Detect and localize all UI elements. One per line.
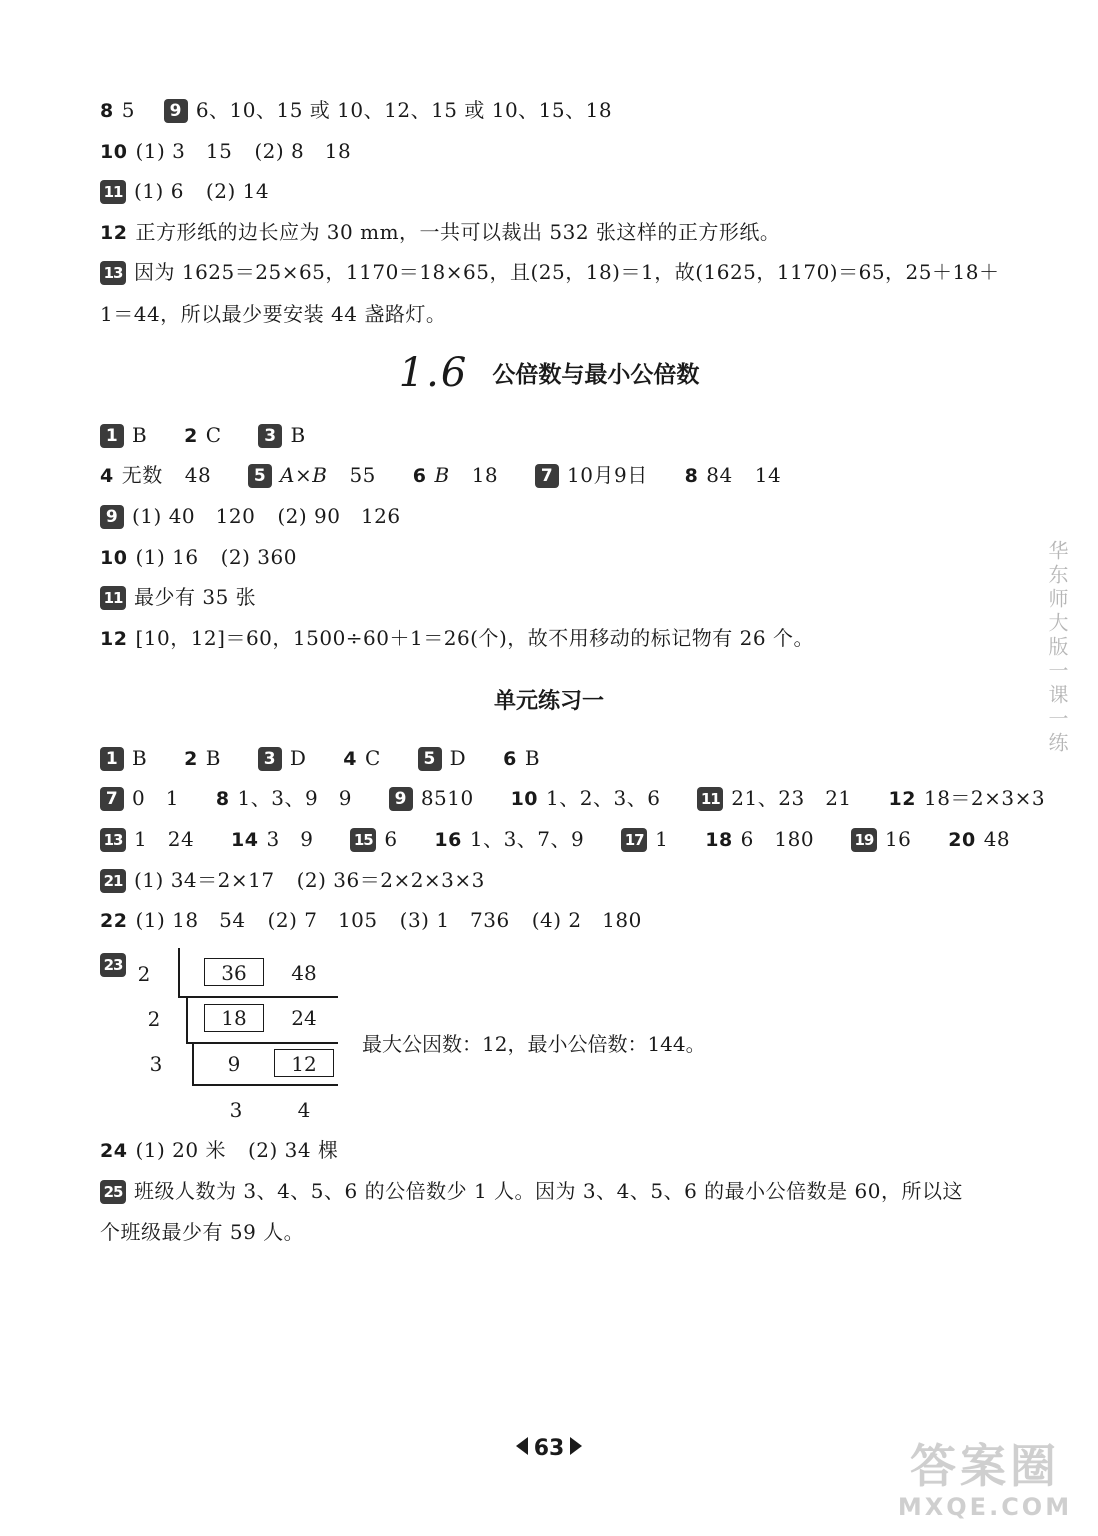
question-number-badge: 3 (258, 424, 282, 448)
question-number: 18 (705, 829, 733, 851)
question-number-badge: 11 (100, 180, 126, 204)
answer-text: D (289, 746, 307, 770)
question-number: 4 (343, 748, 357, 770)
question-number-badge: 11 (697, 787, 723, 811)
question-number-badge: 13 (100, 828, 126, 852)
question-number: 6 (412, 465, 427, 487)
question-number-badge: 21 (100, 869, 126, 893)
page-number-text: 63 (533, 1436, 565, 1461)
answer-text: 最少有 35 张 (134, 585, 257, 609)
s16-line-1 (100, 421, 306, 450)
question-number: 10 (510, 788, 539, 810)
s16-line-4 (100, 543, 297, 572)
quotient: 12 (291, 1052, 317, 1076)
unit-line-4 (100, 866, 485, 894)
answer-text: 无数 (121, 463, 163, 487)
answer-text: 1、2、3、6 (546, 786, 661, 810)
answer-text: B (205, 746, 221, 770)
question-number-badge: 9 (389, 787, 413, 811)
answer-text: 正方形纸的边长应为 30 mm，一共可以裁出 532 张这样的正方形纸。 (135, 220, 781, 244)
answer-text: 1、3、7、9 (469, 827, 585, 851)
answer-text: B (434, 463, 450, 487)
answer-text: 48 (983, 827, 1011, 851)
division-ladder-diagram (100, 948, 720, 1128)
question-number: 10 (100, 547, 128, 569)
answer-text: 6、10、15 或 10、12、15 或 10、15、18 (195, 98, 613, 122)
question-number: 2 (184, 425, 198, 447)
divisor: 2 (137, 962, 151, 986)
answer-text: 18＝2×3×3 (923, 786, 1046, 810)
answer-line-11 (100, 177, 269, 205)
question-number-badge: 9 (100, 505, 124, 529)
answer-text: (2) 360 (220, 545, 297, 569)
answer-text: 1＝44，所以最少要安装 44 盏路灯。 (100, 302, 447, 326)
answer-text: [10，12]＝60，1500÷60＋1＝26(个)，故不用移动的标记物有 26 个。 (135, 626, 814, 650)
answer-text: 1 24 (134, 827, 195, 851)
triangle-left-icon (516, 1437, 528, 1455)
watermark-title: 答案圈 (910, 1439, 1060, 1493)
answer-text: C (205, 423, 222, 447)
question-number: 4 (100, 465, 114, 487)
question-number-badge: 25 (100, 1180, 126, 1204)
answer-text: (1) 18 54 (135, 908, 246, 932)
unit-line-24 (100, 1136, 338, 1165)
ladder-vertical-line (192, 1042, 194, 1086)
question-number-badge: 9 (164, 99, 188, 123)
s16-line-5 (100, 583, 256, 611)
answer-text: (1) 3 15 (135, 139, 233, 163)
answer-text: 6 180 (740, 827, 815, 851)
s16-line-3 (100, 502, 401, 530)
question-number: 8 (684, 465, 699, 487)
answer-line-13 (100, 258, 999, 286)
answer-line-10 (100, 137, 351, 166)
quotient: 24 (291, 1006, 317, 1030)
unit-line-3 (100, 825, 1010, 854)
question-number-badge: 7 (535, 464, 559, 488)
answer-text: 48 (184, 463, 212, 487)
answer-text: (1) 34＝2×17 (134, 868, 275, 892)
answer-text: D (449, 746, 467, 770)
quotient: 18 (221, 1006, 247, 1030)
side-book-label: 华东师大版一课一练 (1045, 540, 1069, 756)
quotient: 9 (227, 1052, 241, 1076)
answer-line-8-9 (100, 96, 612, 125)
answer-line-13-cont (100, 300, 446, 328)
divisor: 3 (149, 1052, 163, 1076)
answer-text: 因为 1625＝25×65，1170＝18×65，且(25，18)＝1，故(1625，1170)＝65，25＋18＋ (134, 260, 1000, 284)
question-number-badge: 3 (258, 747, 282, 771)
watermark-logo (880, 1440, 1090, 1530)
answer-text: 6 (384, 827, 398, 851)
ladder-horizontal-line (178, 996, 338, 998)
answer-text: 10月9日 (567, 463, 648, 487)
question-number: 8 (100, 100, 114, 122)
question-number-badge: 5 (418, 747, 442, 771)
question-number: 2 (184, 748, 198, 770)
answer-text: B (524, 746, 541, 770)
unit-line-2 (100, 784, 1045, 813)
section-heading (0, 350, 1098, 396)
answer-text: (2) 8 18 (254, 139, 352, 163)
answer-text: (1) 6 (134, 179, 184, 203)
ladder-vertical-line (186, 996, 188, 1044)
answer-text: (1) 40 120 (132, 504, 256, 528)
question-number-badge: 1 (100, 424, 124, 448)
question-number-badge: 7 (100, 787, 124, 811)
answer-text: 8510 (420, 786, 474, 810)
answer-text: (2) 7 105 (267, 908, 378, 932)
unit-title: 单元练习一 (493, 689, 604, 714)
question-number-badge: 1 (100, 747, 124, 771)
answer-text: 21、23 21 (731, 786, 852, 810)
answer-text: 14 (754, 463, 782, 487)
divisor: 2 (147, 1007, 161, 1031)
unit-line-5 (100, 906, 642, 935)
dividend: 48 (291, 961, 317, 985)
ladder-horizontal-line (186, 1042, 338, 1044)
question-number: 22 (100, 910, 128, 932)
answer-text: 3 9 (266, 827, 314, 851)
final-quotient: 3 (229, 1098, 243, 1122)
answer-text: C (365, 746, 381, 770)
section-number: 1.6 (398, 350, 469, 396)
answer-text: (1) 16 (135, 545, 199, 569)
question-number-badge: 5 (248, 464, 272, 488)
question-number-badge: 17 (621, 828, 647, 852)
question-number-badge: 11 (100, 586, 126, 610)
question-number: 12 (100, 628, 128, 650)
ladder-horizontal-line (192, 1084, 338, 1086)
final-quotient: 4 (297, 1098, 311, 1122)
s16-line-2 (100, 461, 781, 490)
answer-text: 0 1 (132, 786, 179, 810)
answer-text: B (132, 423, 148, 447)
answer-text: 84 (706, 463, 733, 487)
s16-line-6 (100, 624, 814, 653)
question-number: 12 (100, 222, 128, 244)
answer-text: A×B (280, 463, 328, 487)
answer-text: 18 (471, 463, 499, 487)
question-number: 10 (100, 141, 128, 163)
dividend: 36 (221, 961, 247, 985)
answer-text: 1 (655, 827, 669, 851)
answer-text: (3) 1 736 (399, 908, 510, 932)
question-number: 12 (888, 788, 916, 810)
question-number: 16 (434, 829, 462, 851)
answer-text: B (290, 423, 306, 447)
question-number-badge: 15 (350, 828, 376, 852)
question-number: 6 (503, 748, 517, 770)
answer-text: 5 (121, 98, 135, 122)
answer-text: 个班级最少有 59 人。 (100, 1220, 305, 1244)
answer-text: (2) 36＝2×2×3×3 (296, 868, 485, 892)
section-title: 公倍数与最小公倍数 (492, 362, 700, 388)
answer-text: 1、3、9 9 (237, 786, 352, 810)
unit-line-1 (100, 744, 540, 773)
answer-text: 班级人数为 3、4、5、6 的公倍数少 1 人。因为 3、4、5、6 的最小公倍数是 60，所以这 (134, 1179, 963, 1203)
answer-text: (2) 14 (205, 179, 270, 203)
unit-line-25 (100, 1177, 963, 1205)
answer-text: (2) 90 126 (277, 504, 401, 528)
answer-text: B (132, 746, 148, 770)
answer-text: (4) 2 180 (531, 908, 642, 932)
answer-text: (1) 20 米 (135, 1138, 226, 1162)
ladder-vertical-line (178, 948, 180, 998)
question-number: 24 (100, 1140, 128, 1162)
answer-text: 55 (349, 463, 376, 487)
unit-heading (0, 684, 1098, 715)
answer-text: 16 (884, 827, 912, 851)
question-number-badge: 13 (100, 261, 126, 285)
watermark-url: MXQE.COM (897, 1493, 1073, 1521)
question-number-badge: 23 (100, 953, 126, 977)
answer-text: (2) 34 棵 (247, 1138, 339, 1162)
answer-line-12 (100, 218, 780, 247)
question-number: 8 (215, 788, 230, 810)
unit-line-25-cont (100, 1218, 304, 1246)
question-number: 20 (948, 829, 976, 851)
question-number-badge: 19 (851, 828, 877, 852)
result-note: 最大公因数：12，最小公倍数：144。 (362, 1032, 706, 1056)
question-number: 14 (231, 829, 259, 851)
triangle-right-icon (570, 1437, 582, 1455)
